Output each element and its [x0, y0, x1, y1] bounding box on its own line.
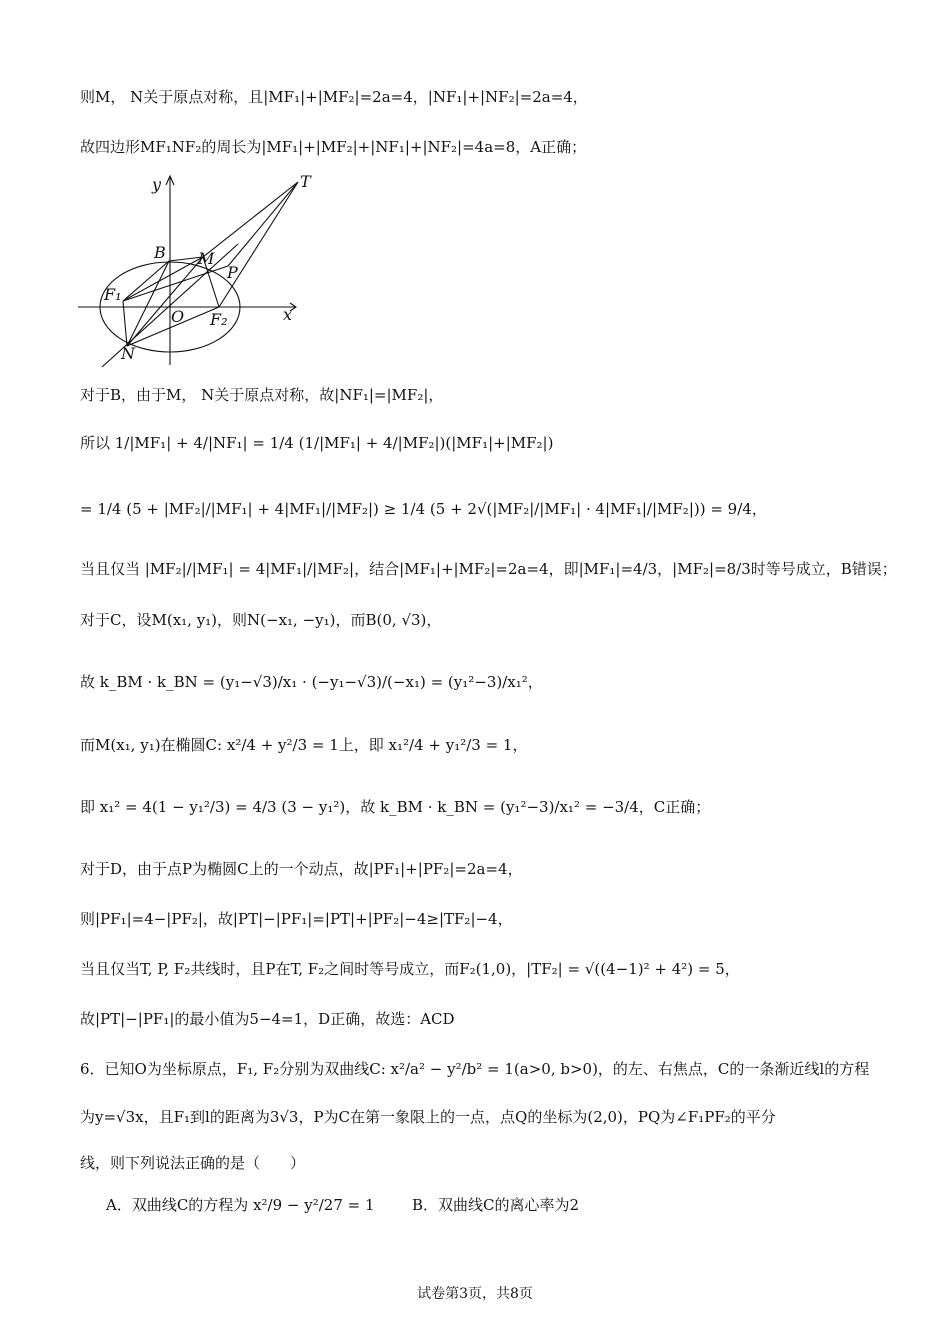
label-y: y [152, 175, 162, 194]
text-line-11: 对于D，由于点P为椭圆C上的一个动点，故|PF₁|+|PF₂|=2a=4， [80, 860, 523, 878]
text-line-13: 当且仅当T, P, F₂共线时，且P在T, F₂之间时等号成立，而F₂(1,0)，|TF₂| = √((4−1)² + 4²) = 5， [80, 960, 740, 978]
ellipse-figure [78, 170, 318, 370]
label-n: N [121, 344, 135, 363]
text-line-2: 故四边形MF₁NF₂的周长为|MF₁|+|MF₂|+|NF₁|+|NF₂|=4a=8，A正确； [80, 138, 587, 156]
label-b: B [154, 243, 166, 262]
label-m: M [198, 249, 215, 268]
text-line-4: 所以 1/|MF₁| + 4/|NF₁| = 1/4 (1/|MF₁| + 4/|MF₂|)(|MF₁|+|MF₂|) [80, 434, 554, 452]
text-line-9: 而M(x₁, y₁)在椭圆C: x²/4 + y²/3 = 1上，即 x₁²/4 + y₁²/3 = 1， [80, 736, 528, 754]
text-line-12: 则|PF₁|=4−|PF₂|，故|PT|−|PF₁|=|PT|+|PF₂|−4≥|TF₂|−4， [80, 910, 513, 928]
option-a: A．双曲线C的方程为 x²/9 − y²/27 = 1 [106, 1196, 375, 1214]
label-t: T [300, 172, 311, 191]
text-line-14: 故|PT|−|PF₁|的最小值为5−4=1，D正确，故选：ACD [80, 1010, 455, 1028]
text-line-1: 则M， N关于原点对称，且|MF₁|+|MF₂|=2a=4，|NF₁|+|NF₂|=2a=4， [80, 88, 588, 106]
label-x: x [283, 305, 293, 324]
question-6-line-1: 6．已知O为坐标原点，F₁, F₂分别为双曲线C: x²/a² − y²/b² = 1(a>0, b>0)，的左、右焦点，C的一条渐近线l的方程 [80, 1060, 870, 1078]
text-line-5: = 1/4 (5 + |MF₂|/|MF₁| + 4|MF₁|/|MF₂|) ≥ 1/4 (5 + 2√(|MF₂|/|MF₁| · 4|MF₁|/|MF₂|)) = 9/4， [80, 500, 767, 518]
text-line-6: 当且仅当 |MF₂|/|MF₁| = 4|MF₁|/|MF₂|，结合|MF₁|+|MF₂|=2a=4，即|MF₁|=4/3，|MF₂|=8/3时等号成立，B错误； [80, 560, 897, 578]
text-line-3: 对于B，由于M， N关于原点对称，故|NF₁|=|MF₂|， [80, 386, 444, 404]
text-line-8: 故 k_BM · k_BN = (y₁−√3)/x₁ · (−y₁−√3)/(−x₁) = (y₁²−3)/x₁²， [80, 673, 543, 691]
label-f2: F₂ [210, 310, 228, 329]
label-o: O [171, 307, 185, 326]
question-6-line-2: 为y=√3x，且F₁到l的距离为3√3，P为C在第一象限上的一点，点Q的坐标为(2,0)，PQ为∠F₁PF₂的平分 [80, 1108, 776, 1126]
label-f1: F₁ [104, 285, 122, 304]
option-b: B．双曲线C的离心率为2 [412, 1196, 580, 1214]
page-footer: 试卷第3页，共8页 [417, 1286, 533, 1302]
text-line-7: 对于C，设M(x₁, y₁)，则N(−x₁, −y₁)，而B(0, √3)， [80, 611, 442, 629]
question-6-line-3: 线，则下列说法正确的是（ ） [80, 1154, 306, 1172]
text-line-10: 即 x₁² = 4(1 − y₁²/3) = 4/3 (3 − y₁²)，故 k_BM · k_BN = (y₁²−3)/x₁² = −3/4，C正确； [80, 798, 711, 816]
label-p: P [227, 263, 238, 282]
